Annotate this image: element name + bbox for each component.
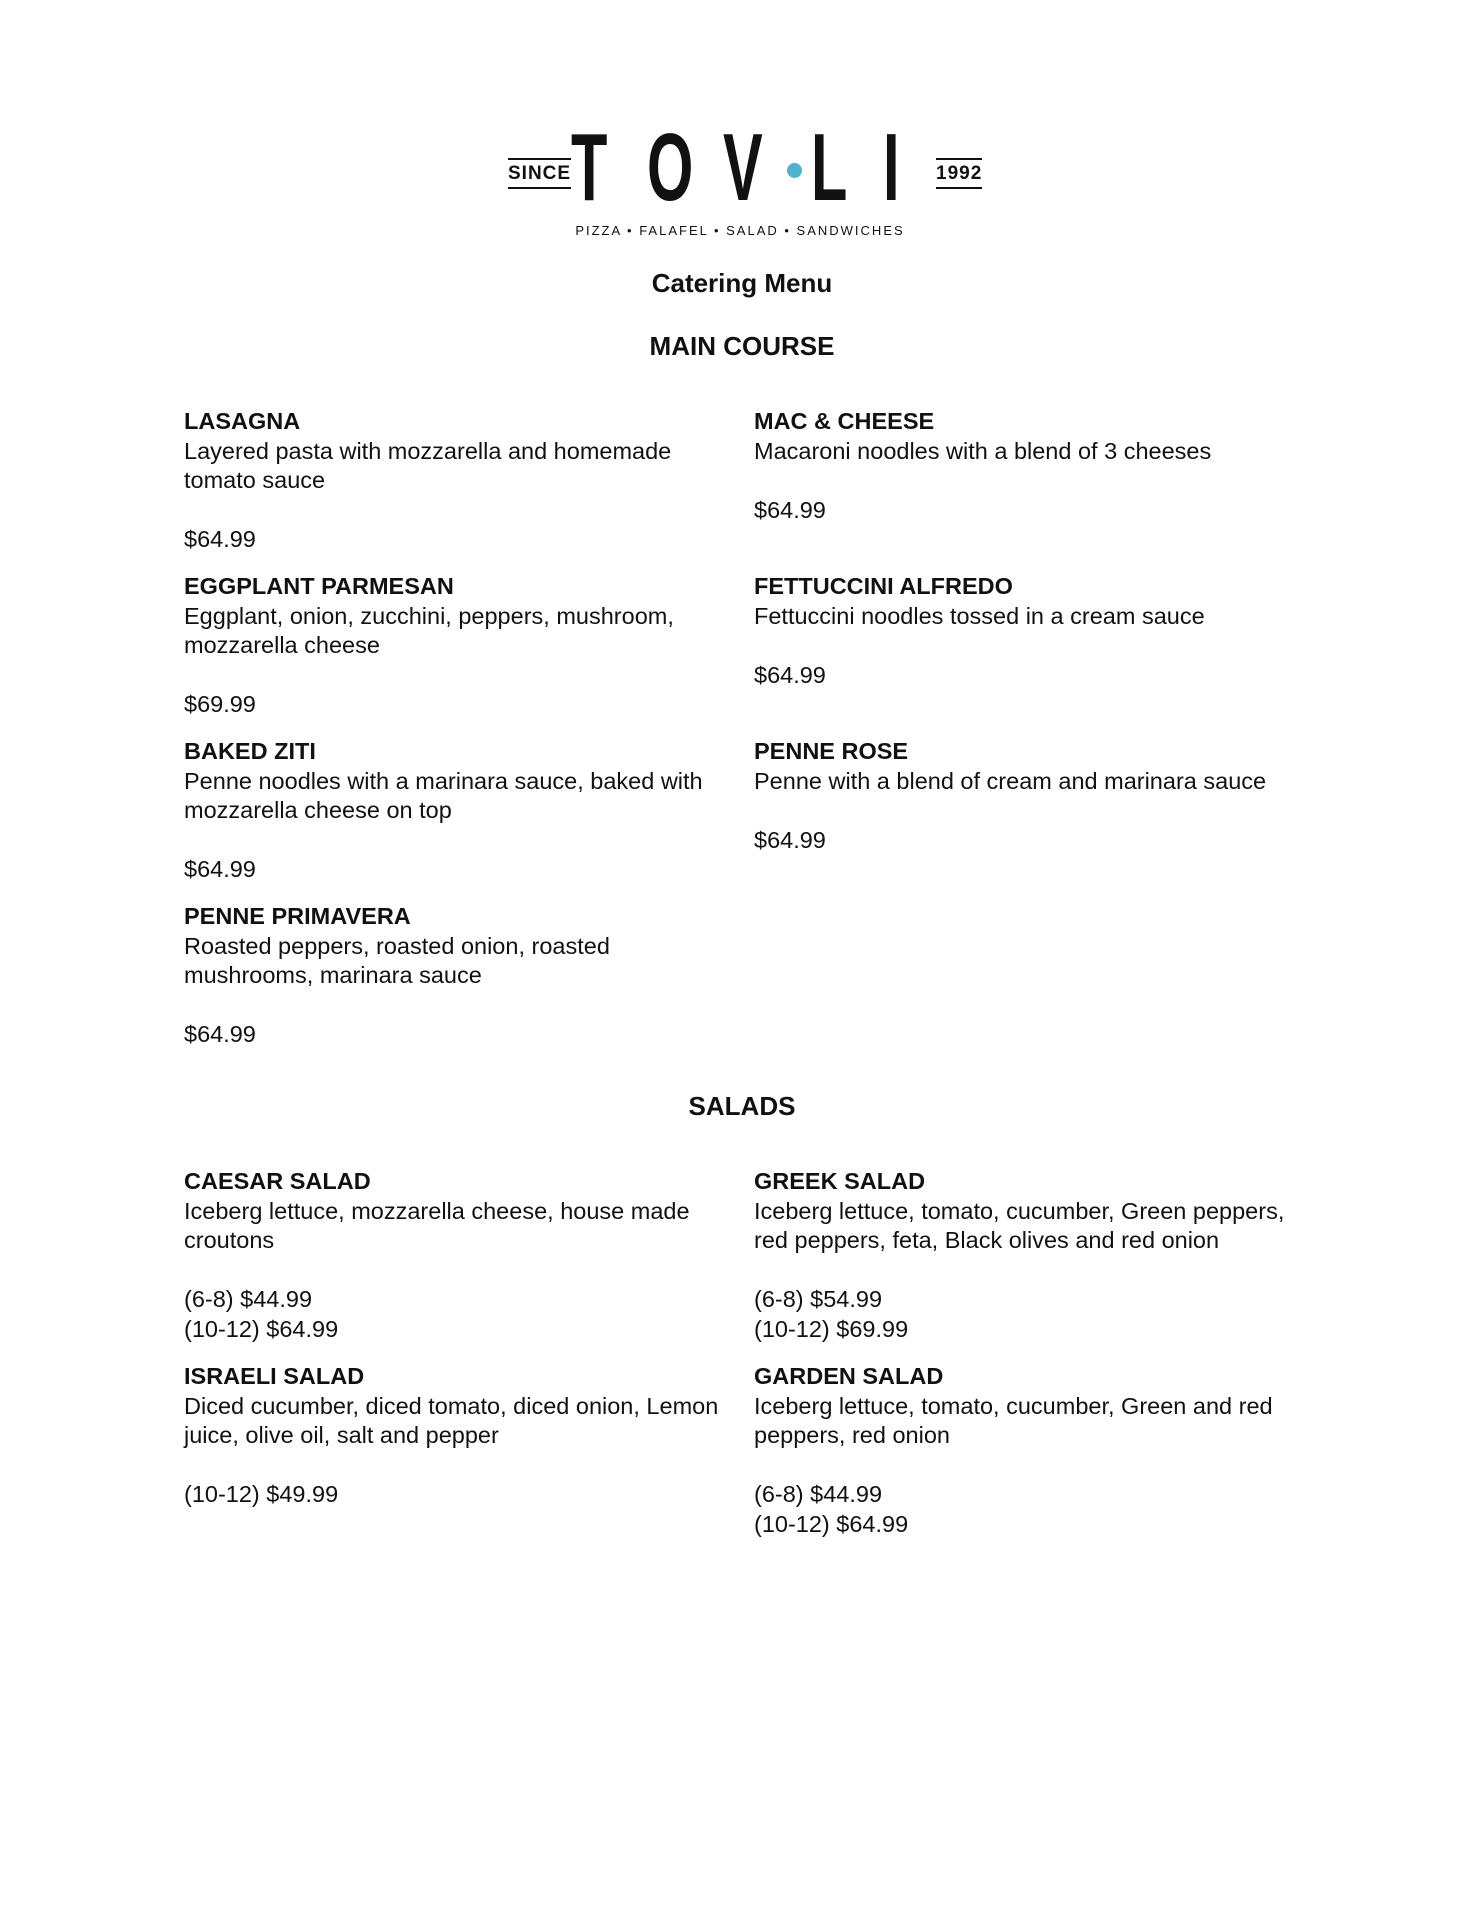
- menu-item: [754, 737, 1299, 855]
- item-name: ISRAELI SALAD: [184, 1363, 365, 1389]
- item-price: $64.99: [754, 496, 826, 523]
- logo-letter-l: L: [811, 114, 848, 221]
- item-name: CAESAR SALAD: [184, 1168, 371, 1194]
- item-description: Iceberg lettuce, mozzarella cheese, house made croutons: [184, 1197, 690, 1253]
- menu-item: [184, 407, 729, 555]
- item-description: Penne with a blend of cream and marinara sauce: [754, 767, 1267, 794]
- logo-dot: [787, 163, 802, 178]
- item-description: Iceberg lettuce, tomato, cucumber, Green and red peppers, red onion: [754, 1392, 1273, 1448]
- item-description: Iceberg lettuce, tomato, cucumber, Green peppers, red peppers, feta, Black olives and red onion: [754, 1197, 1285, 1253]
- main-course-heading: MAIN COURSE: [649, 331, 835, 361]
- item-price: (6-8) $44.99: [184, 1286, 313, 1312]
- item-description: Eggplant, onion, zucchini, peppers, mushroom, mozzarella cheese: [184, 602, 674, 658]
- menu-item: [184, 737, 729, 885]
- item-price: (10-12) $49.99: [184, 1481, 339, 1507]
- item-description: Layered pasta with mozzarella and homemade tomato sauce: [184, 437, 672, 493]
- logo-tagline: PIZZA • FALAFEL • SALAD • SANDWICHES: [575, 223, 905, 238]
- item-description: Diced cucumber, diced tomato, diced onion, Lemon juice, olive oil, salt and pepper: [184, 1392, 719, 1448]
- item-description: Penne noodles with a marinara sauce, baked with mozzarella cheese on top: [184, 767, 703, 823]
- menu-item: [754, 1362, 1299, 1539]
- logo-letter-v: V: [723, 114, 763, 221]
- menu-item: [754, 572, 1299, 690]
- item-price: $64.99: [754, 826, 826, 853]
- menu-item: [754, 1167, 1299, 1344]
- item-price: $64.99: [184, 856, 256, 882]
- item-price: $64.99: [184, 526, 256, 552]
- item-price: $69.99: [184, 691, 256, 717]
- item-price: $64.99: [754, 661, 826, 688]
- item-name: BAKED ZITI: [184, 738, 316, 764]
- item-description: Roasted peppers, roasted onion, roasted mushrooms, marinara sauce: [184, 932, 610, 988]
- logo-since: SINCE: [508, 158, 571, 189]
- item-description: Macaroni noodles with a blend of 3 cheeses: [754, 437, 1212, 464]
- item-price: (10-12) $69.99: [754, 1315, 909, 1342]
- menu-item: [184, 1362, 729, 1510]
- item-name: FETTUCCINI ALFREDO: [754, 573, 1013, 599]
- item-price: (6-8) $44.99: [754, 1481, 883, 1507]
- item-price: (10-12) $64.99: [184, 1315, 339, 1342]
- item-name: GARDEN SALAD: [754, 1363, 944, 1389]
- item-description: Fettuccini noodles tossed in a cream sauce: [754, 602, 1205, 629]
- logo-letter-t: T: [571, 114, 608, 221]
- logo-wordmark: [565, 114, 935, 221]
- item-name: PENNE ROSE: [754, 738, 909, 764]
- salads-heading: SALADS: [688, 1091, 796, 1121]
- page-title: Catering Menu: [651, 268, 833, 298]
- menu-item: [184, 1167, 729, 1344]
- logo-letter-o: O: [647, 114, 694, 221]
- logo-year: 1992: [936, 158, 982, 189]
- logo-letter-i: I: [883, 114, 900, 221]
- item-name: GREEK SALAD: [754, 1168, 926, 1194]
- item-name: LASAGNA: [184, 408, 301, 434]
- item-price: (6-8) $54.99: [754, 1286, 883, 1312]
- item-name: MAC & CHEESE: [754, 408, 935, 434]
- menu-item: [184, 572, 729, 720]
- item-price: $64.99: [184, 1021, 256, 1047]
- menu-item: [754, 407, 1299, 525]
- item-name: PENNE PRIMAVERA: [184, 903, 411, 929]
- tovli-logo: [500, 114, 983, 248]
- item-name: EGGPLANT PARMESAN: [184, 573, 454, 599]
- item-price: (10-12) $64.99: [754, 1510, 909, 1537]
- menu-item: [184, 902, 729, 1050]
